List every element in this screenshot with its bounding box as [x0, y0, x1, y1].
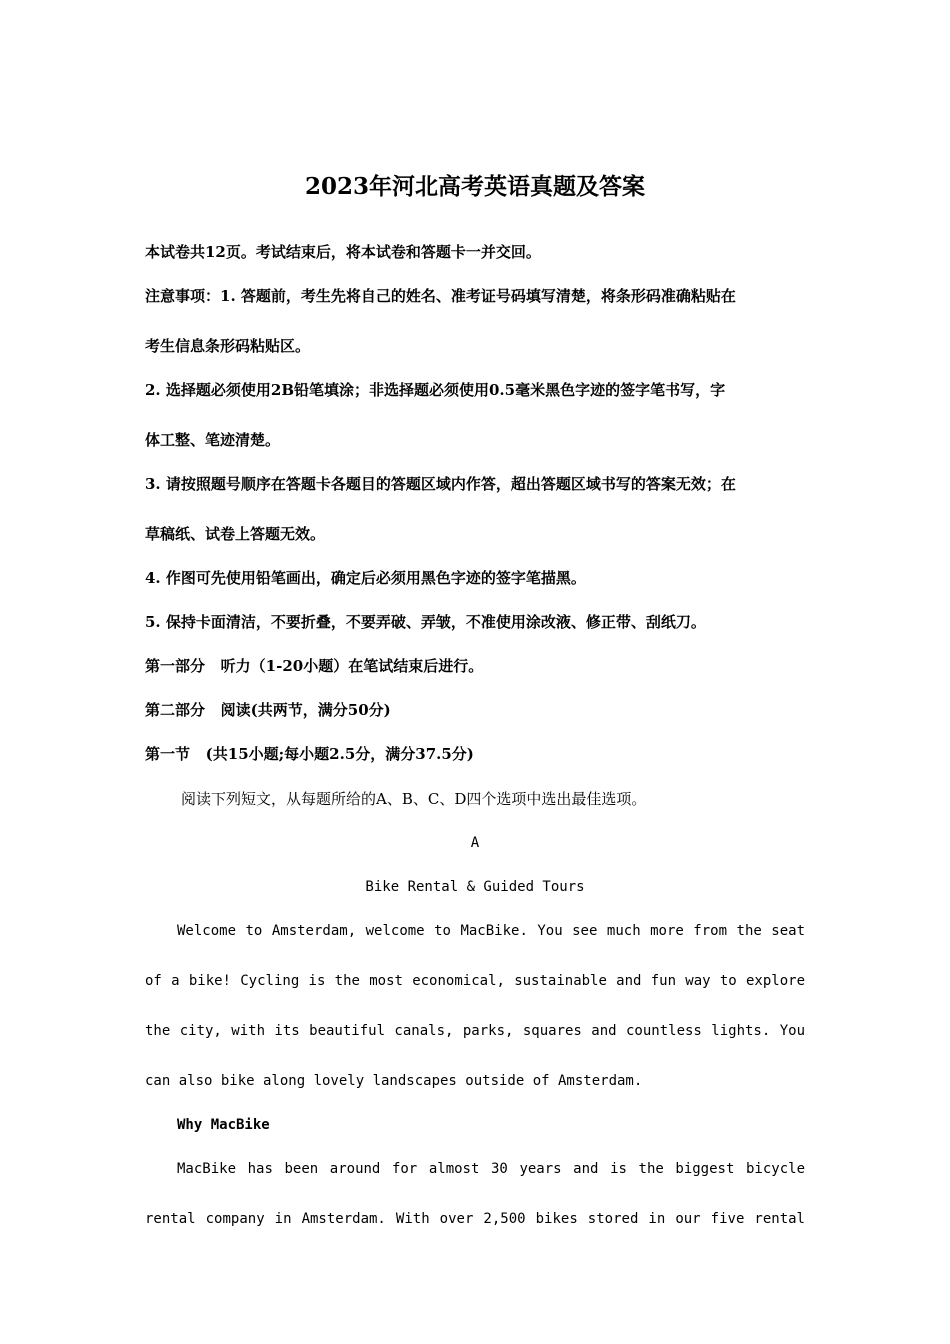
- section-one-heading: 第一节 (共15小题;每小题2.5分，满分37.5分): [145, 745, 474, 763]
- part-one-heading: 第一部分 听力（1-20小题）在笔试结束后进行。: [145, 657, 484, 675]
- note-2-line-1: 2. 选择题必须使用2B铅笔填涂；非选择题必须使用0.5毫米黑色字迹的签字笔书写，字: [145, 381, 726, 399]
- passage-paragraph-1-line-4: can also bike along lovely landscapes outside of Amsterdam.: [145, 1073, 643, 1089]
- passage-paragraph-1-line-3: the city, with its beautiful canals, parks, squares and countless lights. You: [145, 1023, 805, 1039]
- passage-paragraph-1-line-2: of a bike! Cycling is the most economical, sustainable and fun way to explore: [145, 973, 805, 989]
- part-two-heading: 第二部分 阅读(共两节，满分50分): [145, 701, 391, 719]
- passage-label: A: [470, 835, 480, 851]
- reading-instruction: 阅读下列短文，从每题所给的A、B、C、D四个选项中选出最佳选项。: [181, 790, 647, 808]
- note-4: 4. 作图可先使用铅笔画出，确定后必须用黑色字迹的签字笔描黑。: [145, 569, 586, 587]
- note-3-line-2: 草稿纸、试卷上答题无效。: [145, 525, 326, 543]
- note-5: 5. 保持卡面清洁，不要折叠，不要弄破、弄皱，不准使用涂改液、修正带、刮纸刀。: [145, 613, 706, 631]
- passage-paragraph-2-line-1: MacBike has been around for almost 30 years and is the biggest bicycle: [177, 1161, 805, 1177]
- note-1-line-2: 考生信息条形码粘贴区。: [145, 337, 311, 355]
- passage-subheading: Why MacBike: [177, 1117, 270, 1133]
- exam-intro: 本试卷共12页。考试结束后，将本试卷和答题卡一并交回。: [145, 243, 541, 261]
- passage-paragraph-1-line-1: Welcome to Amsterdam, welcome to MacBike. You see much more from the seat: [177, 923, 805, 939]
- passage-paragraph-2-line-2: rental company in Amsterdam. With over 2,500 bikes stored in our five rental: [145, 1211, 805, 1227]
- note-2-line-2: 体工整、笔迹清楚。: [145, 431, 281, 449]
- note-1-line-1: 注意事项：1. 答题前，考生先将自己的姓名、准考证号码填写清楚，将条形码准确粘贴在: [145, 287, 736, 305]
- note-3-line-1: 3. 请按照题号顺序在答题卡各题目的答题区域内作答，超出答题区域书写的答案无效；在: [145, 475, 736, 493]
- page-title: 2023年河北高考英语真题及答案: [304, 173, 645, 200]
- passage-heading: Bike Rental & Guided Tours: [365, 879, 585, 895]
